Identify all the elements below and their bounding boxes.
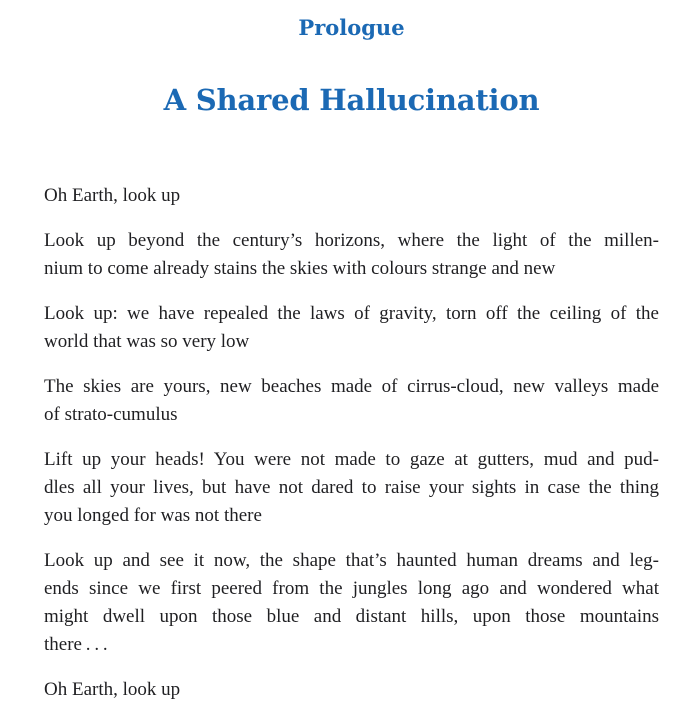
paragraph bbox=[44, 446, 659, 530]
chapter-kicker: Prologue bbox=[298, 15, 405, 40]
text-line: ends since we first peered from the jungles long ago and wondered what bbox=[44, 578, 659, 599]
text-line: world that was so very low bbox=[44, 331, 250, 352]
paragraph bbox=[44, 227, 659, 283]
text-line: Look up: we have repealed the laws of gravity, torn off the ceiling of the bbox=[44, 303, 659, 324]
paragraph bbox=[44, 182, 659, 210]
text-line: you longed for was not there bbox=[44, 505, 262, 526]
text-line: The skies are yours, new beaches made of cirrus-cloud, new valleys made bbox=[44, 376, 659, 397]
prologue-body bbox=[44, 182, 659, 704]
text-line: Oh Earth, look up bbox=[44, 185, 181, 206]
paragraph bbox=[44, 373, 659, 429]
text-line: there . . . bbox=[44, 634, 108, 655]
text-line: Look up beyond the century’s horizons, where the light of the millen- bbox=[44, 230, 659, 251]
paragraph bbox=[44, 676, 659, 704]
text-line: nium to come already stains the skies with colours strange and new bbox=[44, 258, 556, 279]
text-line: dles all your lives, but have not dared to raise your sights in case the thing bbox=[44, 477, 659, 498]
text-line: Oh Earth, look up bbox=[44, 679, 181, 700]
chapter-title: A Shared Hallucination bbox=[163, 83, 540, 117]
text-line: Lift up your heads! You were not made to gaze at gutters, mud and pud- bbox=[44, 449, 659, 470]
text-line: might dwell upon those blue and distant hills, upon those mountains bbox=[44, 606, 659, 627]
paragraph bbox=[44, 300, 659, 356]
paragraph bbox=[44, 547, 659, 659]
text-line: Look up and see it now, the shape that’s haunted human dreams and leg- bbox=[44, 550, 659, 571]
text-line: of strato-cumulus bbox=[44, 404, 178, 425]
